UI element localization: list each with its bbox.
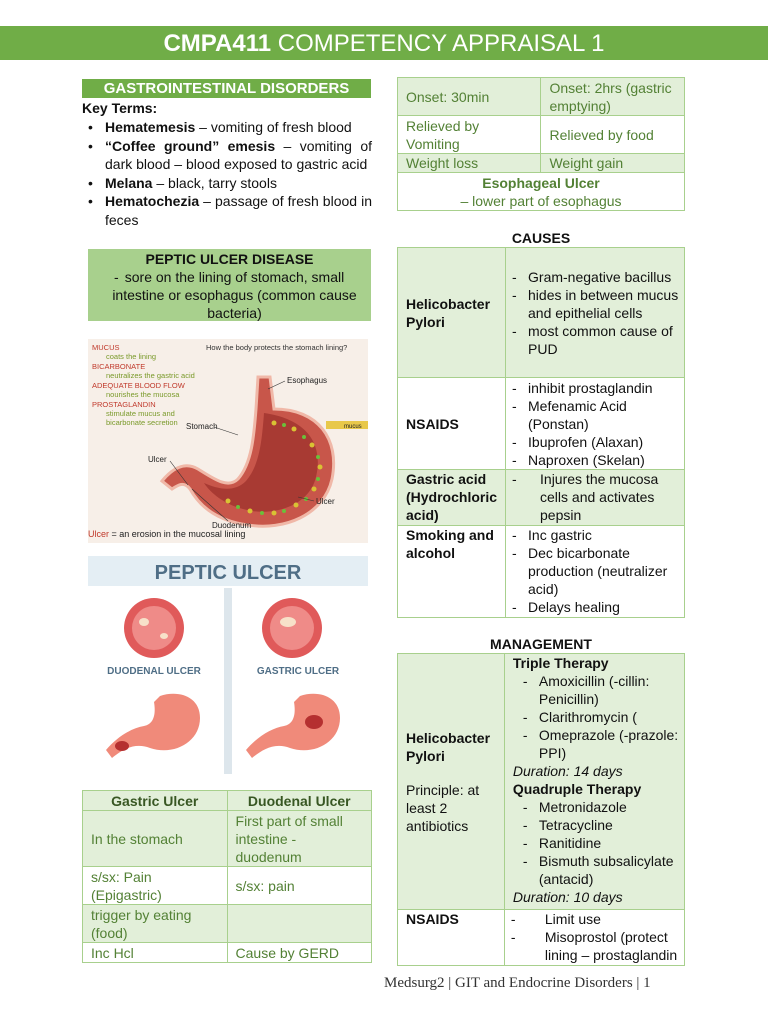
list-item: - Inc gastric: [506, 526, 684, 544]
pud-title: PEPTIC ULCER DISEASE: [145, 251, 314, 267]
fig-label: PROSTAGLANDIN: [92, 400, 156, 409]
table-cell: Inc Hcl: [83, 943, 228, 963]
table-cell: Onset: 30min: [398, 78, 541, 116]
fig-part-label: mucus: [344, 424, 362, 430]
table-cell: Relieved by Vomiting: [398, 116, 541, 154]
fig-label: nourishes the mucosa: [106, 390, 180, 399]
page-footer: Medsurg2 | GIT and Endocrine Disorders | 1: [384, 975, 651, 991]
management-title: MANAGEMENT: [490, 636, 592, 652]
list-item: - Injures the mucosa cells and activates pepsin: [506, 470, 684, 524]
list-item: - most common cause of PUD: [506, 322, 684, 358]
list-item: - Delays healing: [506, 598, 684, 616]
key-term-item: • “Coffee ground” emesis – vomiting of dark blood – blood exposed to gastric acid: [82, 137, 372, 174]
hp-principle: Principle: at least 2 antibiotics: [406, 781, 480, 834]
table-cell: Weight gain: [541, 154, 685, 173]
onset-table: [397, 77, 685, 211]
list-item: - Omeprazole (-prazole: PPI): [517, 726, 684, 762]
list-item: - Limit use: [505, 910, 684, 928]
fig-caption: Ulcer = an erosion in the mucosal lining: [88, 529, 246, 539]
list-item: - Gram-negative bacillus: [506, 268, 684, 286]
triple-therapy-title: Triple Therapy: [512, 655, 609, 671]
fig-label: ADEQUATE BLOOD FLOW: [92, 381, 185, 390]
page-title: COMPETENCY APPRAISAL 1: [277, 30, 605, 57]
list-item: - Ranitidine: [517, 834, 684, 852]
list-item: - Amoxicillin (-cillin: Penicillin): [517, 672, 684, 708]
cause-items: [506, 268, 684, 358]
list-item: - Clarithromycin (: [517, 708, 684, 726]
list-item: - Bismuth subsalicylate (antacid): [517, 852, 684, 888]
esophageal-title: Esophageal Ulcer: [482, 174, 600, 191]
triple-therapy-list: [517, 672, 684, 762]
list-item: - Naproxen (Skelan): [506, 451, 684, 469]
table-cell: s/sx: pain: [227, 867, 371, 905]
key-term-item: • Hematochezia – passage of fresh blood in feces: [82, 192, 372, 229]
fig2-right-label: GASTRIC ULCER: [256, 666, 340, 677]
nsaids-label: NSAIDS: [398, 910, 505, 966]
table-cell: Relieved by food: [541, 116, 685, 154]
title-banner: [0, 26, 768, 60]
fig-part-label: Esophagus: [287, 376, 328, 385]
table-header: Gastric Ulcer: [83, 791, 228, 811]
fig-label: MUCUS: [92, 343, 120, 352]
hp-label-cell: [398, 654, 505, 910]
causes-table: [397, 247, 685, 618]
fig-label: stimulate mucus and: [106, 409, 175, 418]
table-cell: Weight loss: [398, 154, 541, 173]
fig-part-label: Stomach: [186, 422, 218, 431]
list-item: - Dec bicarbonate production (neutralizer acid): [506, 544, 684, 598]
pud-definition: - sore on the lining of stomach, small intestine or esophagus (common cause bacteria): [112, 269, 357, 321]
list-item: - hides in between mucus and epithelial cells: [506, 286, 684, 322]
section-title: GASTROINTESTINAL DISORDERS: [82, 79, 371, 98]
cause-label: Helicobacter Pylori: [398, 248, 506, 378]
triple-duration: Duration: 14 days: [512, 763, 623, 779]
table-cell: In the stomach: [83, 811, 228, 867]
cause-items: [506, 379, 684, 469]
fig2-title: PEPTIC ULCER: [154, 562, 302, 584]
fig2-left-label: DUODENAL ULCER: [107, 666, 201, 677]
key-terms-list: [82, 118, 372, 229]
list-item: - Metronidazole: [517, 798, 684, 816]
ulcer-compare-table: [82, 790, 372, 963]
cause-items: [506, 470, 684, 524]
fig-part-label: Ulcer: [148, 455, 167, 464]
pud-definition-box: [88, 249, 371, 321]
fig-part-label: Ulcer: [316, 497, 335, 506]
list-item: - Mefenamic Acid (Ponstan): [506, 397, 684, 433]
fig-label: neutralizes the gastric acid: [106, 371, 195, 380]
key-terms-title: Key Terms:: [82, 100, 158, 116]
causes-title: CAUSES: [511, 230, 571, 246]
table-cell: Onset: 2hrs (gastric emptying): [541, 78, 685, 116]
fig-part-label: Duodenum: [212, 521, 252, 530]
management-table: [397, 653, 685, 966]
list-item: - Misoprostol (protect lining – prostaglandin: [505, 928, 684, 964]
peptic-ulcer-figure: [88, 556, 368, 774]
table-cell: Cause by GERD: [227, 943, 371, 963]
hp-label: Helicobacter Pylori: [406, 729, 491, 764]
key-term-item: • Hematemesis – vomiting of fresh blood: [82, 118, 372, 137]
list-item: - Tetracycline: [517, 816, 684, 834]
cause-label: Gastric acid (Hydrochloric acid): [398, 470, 506, 526]
fig-label: bicarbonate secretion: [106, 418, 178, 427]
fig-question: How the body protects the stomach lining?: [206, 343, 348, 352]
list-item: - Ibuprofen (Alaxan): [506, 433, 684, 451]
cause-label: Smoking and alcohol: [398, 526, 506, 618]
table-cell: trigger by eating (food): [83, 905, 228, 943]
nsaids-management-list: [505, 910, 684, 964]
table-cell: First part of small intestine - duodenum: [227, 811, 371, 867]
cause-items: [506, 526, 684, 616]
esophageal-ulcer-cell: [398, 173, 685, 211]
key-term-item: • Melana – black, tarry stools: [82, 174, 372, 193]
hp-therapy-cell: [504, 654, 684, 910]
fig-label: coats the lining: [106, 352, 157, 361]
fig-label: BICARBONATE: [92, 362, 146, 371]
quadruple-therapy-title: Quadruple Therapy: [512, 781, 642, 797]
table-cell: [227, 905, 371, 943]
list-item: - inhibit prostaglandin: [506, 379, 684, 397]
course-code: CMPA411: [163, 30, 272, 57]
cause-label: NSAIDS: [398, 378, 506, 470]
esophageal-def: – lower part of esophagus: [460, 192, 622, 209]
table-header: Duodenal Ulcer: [227, 791, 371, 811]
quadruple-duration: Duration: 10 days: [512, 889, 623, 905]
quadruple-therapy-list: [517, 798, 684, 888]
stomach-protection-figure: [88, 339, 368, 543]
table-cell: s/sx: Pain (Epigastric): [83, 867, 228, 905]
